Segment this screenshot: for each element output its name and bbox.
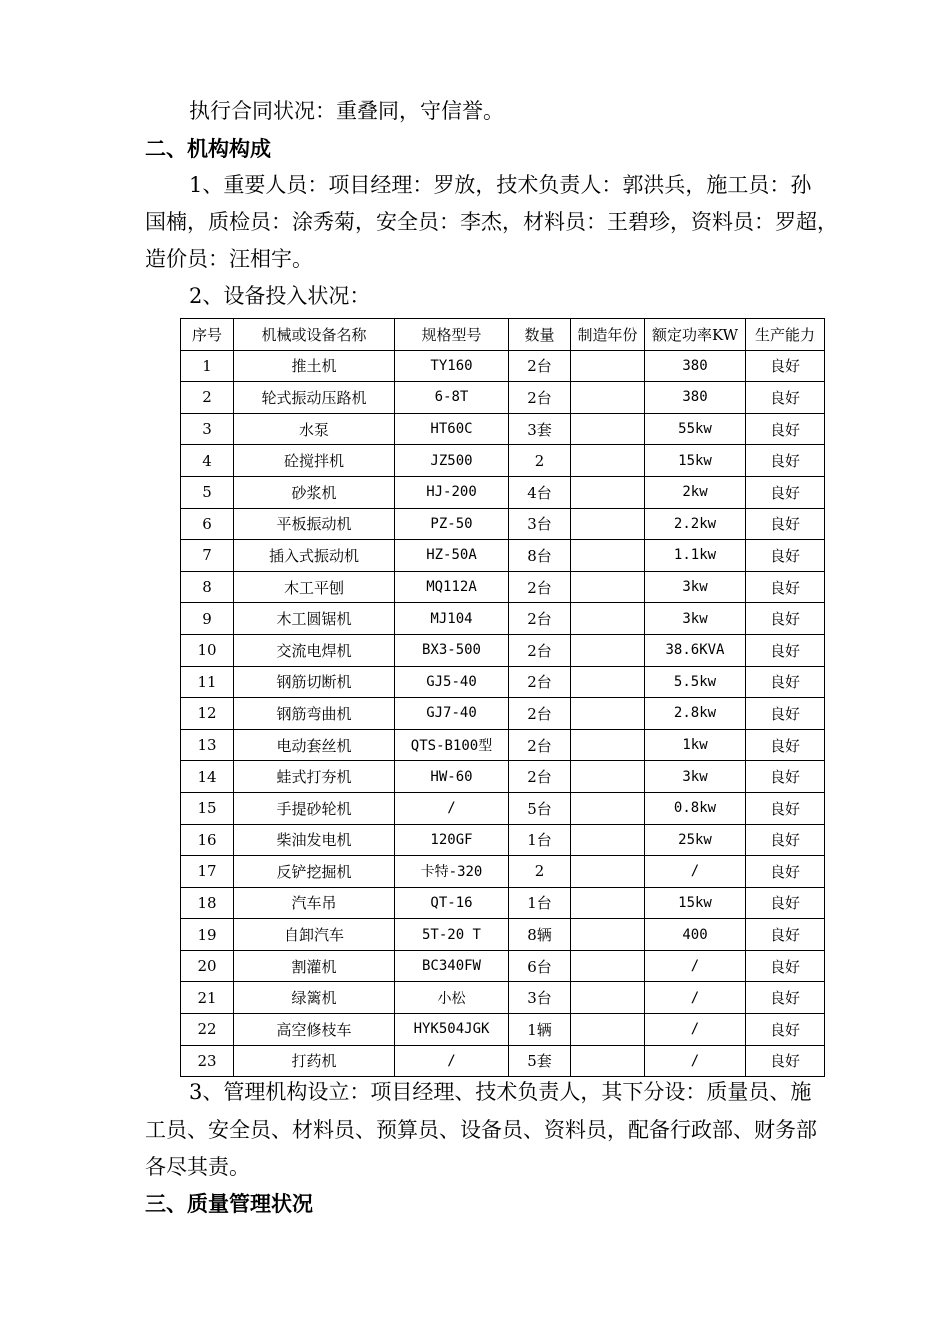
- cell-power: 55kw: [645, 413, 746, 445]
- cell-power: 380: [645, 350, 746, 382]
- cell-model: JZ500: [395, 445, 509, 477]
- table-row: [181, 1045, 825, 1077]
- cell-capacity: 良好: [746, 950, 825, 982]
- table-row: [181, 540, 825, 572]
- cell-year: [571, 445, 645, 477]
- cell-equipment-name: 插入式振动机: [234, 540, 395, 572]
- cell-model: HW-60: [395, 761, 509, 793]
- cell-capacity: 良好: [746, 919, 825, 951]
- cell-capacity: 良好: [746, 571, 825, 603]
- table-row: [181, 824, 825, 856]
- cell-index: 17: [181, 856, 234, 888]
- cell-quantity: 5台: [509, 792, 571, 824]
- cell-quantity: 2台: [509, 761, 571, 793]
- cell-power: 15kw: [645, 445, 746, 477]
- cell-power: 400: [645, 919, 746, 951]
- cell-year: [571, 476, 645, 508]
- cell-model: 120GF: [395, 824, 509, 856]
- cell-capacity: 良好: [746, 761, 825, 793]
- table-row: [181, 761, 825, 793]
- table-row: [181, 919, 825, 951]
- cell-power: 5.5kw: [645, 666, 746, 698]
- cell-model: /: [395, 792, 509, 824]
- header-power: 额定功率KW: [645, 319, 746, 351]
- cell-index: 9: [181, 603, 234, 635]
- cell-equipment-name: 割灌机: [234, 950, 395, 982]
- cell-power: /: [645, 1014, 746, 1046]
- cell-equipment-name: 木工圆锯机: [234, 603, 395, 635]
- cell-index: 16: [181, 824, 234, 856]
- cell-year: [571, 571, 645, 603]
- cell-year: [571, 508, 645, 540]
- cell-power: /: [645, 982, 746, 1014]
- cell-quantity: 4台: [509, 476, 571, 508]
- cell-model: BC340FW: [395, 950, 509, 982]
- cell-equipment-name: 蛙式打夯机: [234, 761, 395, 793]
- table-row: [181, 571, 825, 603]
- table-header-row: [181, 319, 825, 351]
- cell-year: [571, 856, 645, 888]
- table-row: [181, 508, 825, 540]
- cell-index: 1: [181, 350, 234, 382]
- table-row: [181, 666, 825, 698]
- cell-capacity: 良好: [746, 1014, 825, 1046]
- cell-quantity: 2台: [509, 382, 571, 414]
- cell-quantity: 2台: [509, 603, 571, 635]
- table-body: [181, 350, 825, 1077]
- cell-quantity: 2: [509, 856, 571, 888]
- cell-index: 14: [181, 761, 234, 793]
- cell-index: 15: [181, 792, 234, 824]
- cell-quantity: 2台: [509, 698, 571, 730]
- cell-equipment-name: 高空修枝车: [234, 1014, 395, 1046]
- cell-index: 4: [181, 445, 234, 477]
- cell-model: HYK504JGK: [395, 1014, 509, 1046]
- table-row: [181, 729, 825, 761]
- cell-index: 13: [181, 729, 234, 761]
- cell-index: 21: [181, 982, 234, 1014]
- cell-capacity: 良好: [746, 698, 825, 730]
- cell-power: 3kw: [645, 571, 746, 603]
- table-row: [181, 856, 825, 888]
- section-3-heading: 三、质量管理状况: [145, 1192, 313, 1216]
- table-row: [181, 982, 825, 1014]
- cell-power: 3kw: [645, 761, 746, 793]
- cell-capacity: 良好: [746, 603, 825, 635]
- cell-year: [571, 540, 645, 572]
- cell-index: 23: [181, 1045, 234, 1077]
- cell-quantity: 6台: [509, 950, 571, 982]
- cell-capacity: 良好: [746, 792, 825, 824]
- cell-year: [571, 1045, 645, 1077]
- cell-year: [571, 950, 645, 982]
- cell-power: 15kw: [645, 887, 746, 919]
- cell-quantity: 8辆: [509, 919, 571, 951]
- table-row: [181, 634, 825, 666]
- cell-equipment-name: 自卸汽车: [234, 919, 395, 951]
- cell-year: [571, 887, 645, 919]
- cell-equipment-name: 砂浆机: [234, 476, 395, 508]
- cell-equipment-name: 轮式振动压路机: [234, 382, 395, 414]
- cell-year: [571, 603, 645, 635]
- cell-model: GJ5-40: [395, 666, 509, 698]
- cell-power: /: [645, 950, 746, 982]
- cell-equipment-name: 推土机: [234, 350, 395, 382]
- table-row: [181, 603, 825, 635]
- personnel-text-line-2: 国楠，质检员：涂秀菊，安全员：李杰，材料员：王碧珍，资料员：罗超，: [145, 210, 838, 234]
- cell-quantity: 2台: [509, 350, 571, 382]
- table-row: [181, 950, 825, 982]
- cell-index: 5: [181, 476, 234, 508]
- header-capacity: 生产能力: [746, 319, 825, 351]
- cell-model: QT-16: [395, 887, 509, 919]
- cell-equipment-name: 打药机: [234, 1045, 395, 1077]
- cell-equipment-name: 手提砂轮机: [234, 792, 395, 824]
- cell-quantity: 1台: [509, 824, 571, 856]
- cell-model: GJ7-40: [395, 698, 509, 730]
- cell-year: [571, 698, 645, 730]
- cell-power: 3kw: [645, 603, 746, 635]
- cell-power: 2.2kw: [645, 508, 746, 540]
- cell-model: /: [395, 1045, 509, 1077]
- table-row: [181, 698, 825, 730]
- header-year: 制造年份: [571, 319, 645, 351]
- cell-capacity: 良好: [746, 729, 825, 761]
- cell-model: HT60C: [395, 413, 509, 445]
- cell-capacity: 良好: [746, 1045, 825, 1077]
- cell-quantity: 2: [509, 445, 571, 477]
- cell-capacity: 良好: [746, 508, 825, 540]
- cell-quantity: 2台: [509, 571, 571, 603]
- table-row: [181, 445, 825, 477]
- management-text-line-1: 3、管理机构设立：项目经理、技术负责人，其下分设：质量员、施: [189, 1080, 812, 1104]
- equipment-intro-text: 2、设备投入状况：: [189, 284, 371, 308]
- cell-index: 7: [181, 540, 234, 572]
- cell-quantity: 8台: [509, 540, 571, 572]
- cell-equipment-name: 柴油发电机: [234, 824, 395, 856]
- cell-index: 11: [181, 666, 234, 698]
- cell-equipment-name: 钢筋切断机: [234, 666, 395, 698]
- cell-index: 2: [181, 382, 234, 414]
- cell-capacity: 良好: [746, 634, 825, 666]
- cell-equipment-name: 平板振动机: [234, 508, 395, 540]
- header-quantity: 数量: [509, 319, 571, 351]
- cell-power: 25kw: [645, 824, 746, 856]
- cell-index: 10: [181, 634, 234, 666]
- cell-capacity: 良好: [746, 887, 825, 919]
- cell-quantity: 3台: [509, 508, 571, 540]
- personnel-text-line-3: 造价员：汪相宇。: [145, 247, 313, 271]
- cell-power: 1.1kw: [645, 540, 746, 572]
- cell-year: [571, 350, 645, 382]
- cell-year: [571, 634, 645, 666]
- cell-quantity: 3套: [509, 413, 571, 445]
- header-index: 序号: [181, 319, 234, 351]
- cell-power: /: [645, 1045, 746, 1077]
- cell-year: [571, 382, 645, 414]
- section-2-heading: 二、机构构成: [145, 137, 271, 161]
- cell-index: 19: [181, 919, 234, 951]
- cell-model: 小松: [395, 982, 509, 1014]
- contract-status-text: 执行合同状况：重叠同，守信誉。: [189, 99, 504, 123]
- cell-year: [571, 413, 645, 445]
- cell-power: 2.8kw: [645, 698, 746, 730]
- cell-index: 6: [181, 508, 234, 540]
- cell-quantity: 2台: [509, 729, 571, 761]
- cell-model: MJ104: [395, 603, 509, 635]
- cell-index: 8: [181, 571, 234, 603]
- cell-model: 5T-20 T: [395, 919, 509, 951]
- header-model: 规格型号: [395, 319, 509, 351]
- table-row: [181, 382, 825, 414]
- cell-model: BX3-500: [395, 634, 509, 666]
- cell-equipment-name: 反铲挖掘机: [234, 856, 395, 888]
- cell-equipment-name: 木工平刨: [234, 571, 395, 603]
- cell-model: HJ-200: [395, 476, 509, 508]
- table-row: [181, 476, 825, 508]
- cell-power: /: [645, 856, 746, 888]
- personnel-text-line-1: 1、重要人员：项目经理：罗放，技术负责人：郭洪兵，施工员：孙: [189, 173, 812, 197]
- cell-index: 22: [181, 1014, 234, 1046]
- table-row: [181, 413, 825, 445]
- cell-index: 20: [181, 950, 234, 982]
- table-row: [181, 792, 825, 824]
- cell-year: [571, 729, 645, 761]
- cell-capacity: 良好: [746, 666, 825, 698]
- cell-capacity: 良好: [746, 856, 825, 888]
- cell-index: 12: [181, 698, 234, 730]
- cell-capacity: 良好: [746, 540, 825, 572]
- cell-capacity: 良好: [746, 824, 825, 856]
- cell-equipment-name: 钢筋弯曲机: [234, 698, 395, 730]
- cell-power: 2kw: [645, 476, 746, 508]
- table-row: [181, 350, 825, 382]
- cell-equipment-name: 交流电焊机: [234, 634, 395, 666]
- cell-equipment-name: 砼搅拌机: [234, 445, 395, 477]
- cell-year: [571, 824, 645, 856]
- table-row: [181, 887, 825, 919]
- cell-quantity: 2台: [509, 666, 571, 698]
- management-text-line-3: 各尽其责。: [145, 1155, 250, 1179]
- cell-quantity: 1台: [509, 887, 571, 919]
- cell-equipment-name: 电动套丝机: [234, 729, 395, 761]
- cell-capacity: 良好: [746, 413, 825, 445]
- cell-capacity: 良好: [746, 350, 825, 382]
- management-text-line-2: 工员、安全员、材料员、预算员、设备员、资料员，配备行政部、财务部: [145, 1118, 817, 1142]
- cell-capacity: 良好: [746, 476, 825, 508]
- cell-year: [571, 792, 645, 824]
- cell-model: QTS-B100型: [395, 729, 509, 761]
- cell-quantity: 3台: [509, 982, 571, 1014]
- cell-quantity: 1辆: [509, 1014, 571, 1046]
- cell-year: [571, 761, 645, 793]
- cell-equipment-name: 绿篱机: [234, 982, 395, 1014]
- cell-quantity: 2台: [509, 634, 571, 666]
- cell-model: 卡特-320: [395, 856, 509, 888]
- table-row: [181, 1014, 825, 1046]
- cell-power: 0.8kw: [645, 792, 746, 824]
- cell-model: HZ-50A: [395, 540, 509, 572]
- cell-model: 6-8T: [395, 382, 509, 414]
- cell-equipment-name: 汽车吊: [234, 887, 395, 919]
- cell-model: PZ-50: [395, 508, 509, 540]
- cell-capacity: 良好: [746, 982, 825, 1014]
- cell-year: [571, 666, 645, 698]
- cell-year: [571, 982, 645, 1014]
- cell-capacity: 良好: [746, 445, 825, 477]
- cell-quantity: 5套: [509, 1045, 571, 1077]
- cell-power: 38.6KVA: [645, 634, 746, 666]
- cell-index: 18: [181, 887, 234, 919]
- cell-power: 380: [645, 382, 746, 414]
- cell-power: 1kw: [645, 729, 746, 761]
- cell-index: 3: [181, 413, 234, 445]
- header-equipment-name: 机械或设备名称: [234, 319, 395, 351]
- cell-model: MQ112A: [395, 571, 509, 603]
- cell-model: TY160: [395, 350, 509, 382]
- cell-year: [571, 1014, 645, 1046]
- equipment-table: [180, 318, 825, 1077]
- cell-capacity: 良好: [746, 382, 825, 414]
- cell-equipment-name: 水泵: [234, 413, 395, 445]
- cell-year: [571, 919, 645, 951]
